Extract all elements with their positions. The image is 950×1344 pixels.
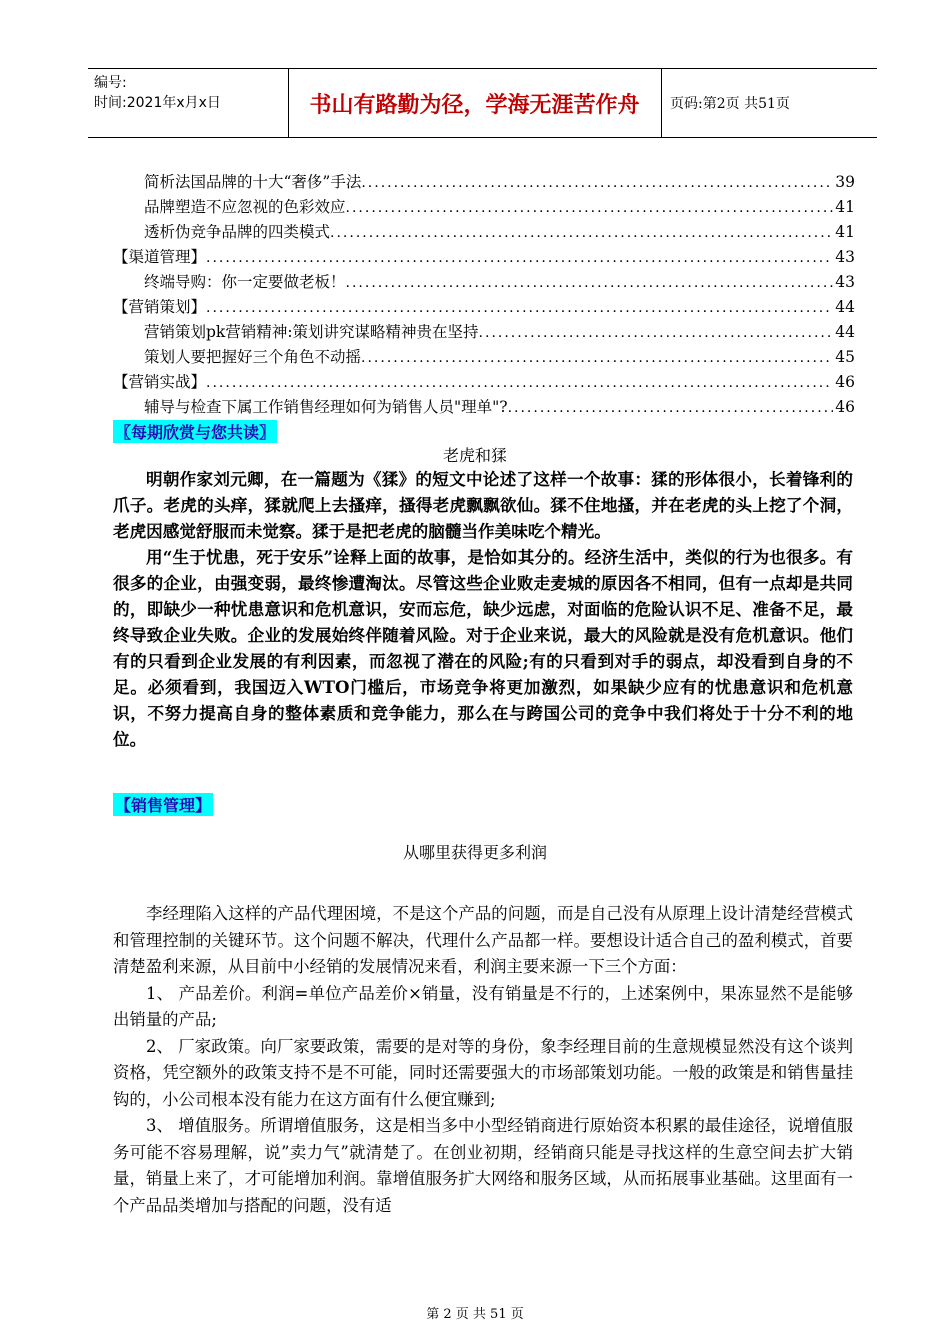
article-paragraph: 1、 产品差价。利润=单位产品差价×销量，没有销量是不行的，上述案例中，果冻显然不是能够出销量的产品; — [113, 983, 853, 1029]
header-meta — [94, 73, 221, 113]
article-paragraph: 2、 厂家政策。向厂家要政策，需要的是对等的身份，象李经理目前的生意规模显然没有这个谈判资格，凭空额外的政策支持不是不可能，同时还需要强大的市场部策划功能。一般的政策是和销售量挂钩的，小公司根本没有能力在这方面有什么便宜赚到; — [113, 1036, 853, 1109]
date-label: 时间:2021年x月x日 — [94, 95, 221, 111]
toc-page: 41 — [835, 223, 855, 241]
toc-leader — [330, 221, 833, 245]
article-body — [113, 901, 853, 1219]
toc-title: 【营销实战】 — [113, 373, 207, 391]
toc-entry[interactable] — [113, 320, 855, 345]
toc-leader — [206, 296, 833, 320]
code-label: 编号: — [94, 75, 127, 91]
toc-entry[interactable] — [113, 395, 855, 420]
story-paragraph: 明朝作家刘元卿，在一篇题为《猱》的短文中论述了这样一个故事：猱的形体很小，长着锋利的爪子。老虎的头痒，猱就爬上去搔痒，搔得老虎飘飘欲仙。猱不住地搔，并在老虎的头上挖了个洞，老虎因感觉舒服而未觉察。猱于是把老虎的脑髓当作美味吃个精光。 — [113, 469, 853, 541]
toc-leader — [346, 196, 834, 220]
section-heading-reading — [113, 420, 277, 443]
toc-title: 简析法国品牌的十大“奢侈”手法 — [144, 173, 362, 191]
toc-title: 营销策划pk营销精神:策划讲究谋略精神贵在坚持 — [144, 323, 479, 341]
toc-entry[interactable] — [113, 170, 855, 195]
table-of-contents — [113, 170, 855, 420]
story-paragraph: 用“生于忧患，死于安乐”诠释上面的故事，是恰如其分的。经济生活中，类似的行为也很多。有很多的企业，由强变弱，最终惨遭淘汰。尽管这些企业败走麦城的原因各不相同，但有一点却是共同的，即缺少一种忧患意识和危机意识，安而忘危，缺少远虑，对面临的危险认识不足、准备不足，最终导致企业失败。企业的发展始终伴随着风险。对于企业来说，最大的风险就是没有危机意识。他们有的只看到企业发展的有利因素，而忽视了潜在的风险;有的只看到对手的弱点，却没看到自身的不足。必须看到，我国迈入WTO门槛后，市场竞争将更加激烈，如果缺少应有的忧患意识和危机意识，不努力提高自身的整体素质和竞争能力，那么在与跨国公司的竞争中我们将处于十分不利的地位。 — [113, 547, 853, 749]
page-header — [88, 68, 877, 138]
article-title: 从哪里获得更多利润 — [402, 843, 547, 862]
toc-leader — [361, 346, 833, 370]
story-title: 老虎和猱 — [442, 446, 507, 465]
toc-leader — [361, 171, 833, 195]
toc-entry[interactable] — [113, 370, 855, 395]
toc-entry[interactable] — [113, 195, 855, 220]
header-motto: 书山有路勤为径，学海无涯苦作舟 — [309, 91, 640, 118]
article-paragraph: 3、 增值服务。所谓增值服务，这是相当多中小型经销商进行原始资本积累的最佳途径，说增值服务可能不容易理解，说”卖力气”就清楚了。在创业初期，经销商只能是寻找这样的生意空间去扩大销量，销量上来了，才可能增加利润。靠增值服务扩大网络和服务区域，从而拓展事业基础。这里面有一个产品品类增加与搭配的问题，没有适 — [113, 1116, 853, 1215]
toc-title: 透析伪竞争品牌的四类模式 — [144, 223, 331, 241]
toc-page: 46 — [835, 398, 855, 416]
header-divider — [661, 69, 662, 137]
toc-entry[interactable] — [113, 345, 855, 370]
header-page-label: 页码:第2页 共51页 — [670, 96, 790, 112]
toc-page: 45 — [835, 348, 855, 366]
toc-title: 终端导购：你一定要做老板！ — [144, 273, 346, 291]
toc-page: 46 — [835, 373, 855, 391]
toc-leader — [206, 246, 833, 270]
toc-entry[interactable] — [113, 270, 855, 295]
section-heading-sales — [113, 793, 213, 816]
toc-title: 策划人要把握好三个角色不动摇 — [144, 348, 362, 366]
toc-entry[interactable] — [113, 245, 855, 270]
article-paragraph: 李经理陷入这样的产品代理困境，不是这个产品的问题，而是自己没有从原理上设计清楚经营模式和管理控制的关键环节。这个问题不解决，代理什么产品都一样。要想设计适合自己的盈利模式，首要清楚盈利来源，从目前中小经销的发展情况来看，利润主要来源一下三个方面： — [113, 904, 853, 976]
toc-title: 【渠道管理】 — [113, 248, 207, 266]
toc-leader — [346, 271, 834, 295]
toc-title: 辅导与检查下属工作销售经理如何为销售人员"理单"? — [144, 398, 508, 416]
toc-page: 43 — [835, 248, 855, 266]
toc-leader — [206, 371, 833, 395]
toc-page: 44 — [835, 323, 855, 341]
toc-leader — [479, 321, 834, 345]
toc-title: 【营销策划】 — [113, 298, 207, 316]
toc-leader — [508, 396, 834, 420]
toc-entry[interactable] — [113, 220, 855, 245]
section-heading-label: 【销售管理】 — [113, 793, 213, 816]
toc-title: 品牌塑造不应忽视的色彩效应 — [144, 198, 346, 216]
toc-page: 39 — [835, 173, 855, 191]
story-body — [113, 466, 853, 752]
toc-page: 41 — [835, 198, 855, 216]
page-footer: 第 2 页 共 51 页 — [426, 1307, 524, 1322]
toc-page: 43 — [835, 273, 855, 291]
toc-page: 44 — [835, 298, 855, 316]
toc-entry[interactable] — [113, 295, 855, 320]
section-heading-label: 〖每期欣赏与您共读〗 — [113, 420, 277, 443]
